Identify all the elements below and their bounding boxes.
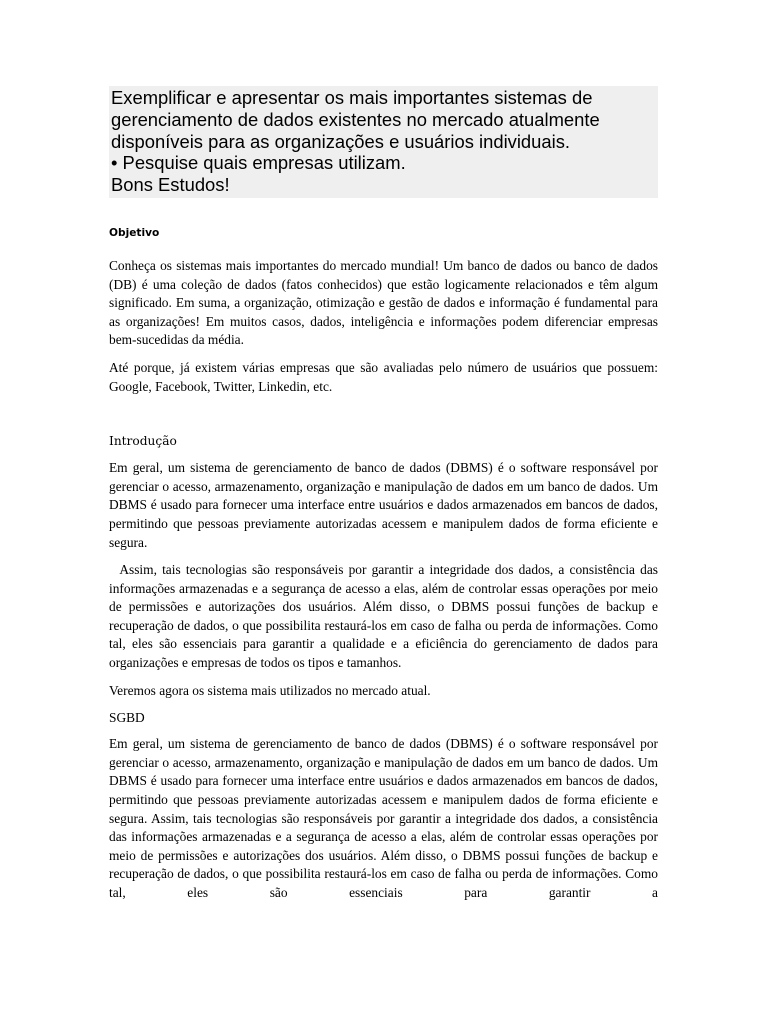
sgbd-paragraph: Em geral, um sistema de gerenciamento de banco de dados (DBMS) é o software responsável por gerenciar o acesso, armazenamento, organização e manipulação de dados em um banco de dados. Um DBMS é usado para fornecer uma interface entre usuários e dados armazenados em bancos de dados, permitindo que pessoas previamente autorizadas acessem e manipulem dados de forma eficiente e segura. Assim, tais tecnologias são responsáveis por garantir a integridade dos dados, a consistência das informações armazenadas e a segurança de acesso a elas, além de controlar essas operações por meio de permissões e autorizações dos usuários. Além disso, o DBMS possui funções de backup e recuperação de dados, o que possibilita restaurá-los em caso de falha ou perda de informações. Como tal, eles são essenciais para garantir a xyxy=(109,736,658,901)
objective-label: Objetivo xyxy=(109,226,160,239)
heading-line: gerenciamento de dados existentes no mercado atualmente xyxy=(111,108,600,130)
section-spacer xyxy=(109,405,658,432)
introduction-paragraph: Em geral, um sistema de gerenciamento de banco de dados (DBMS) é o software responsável por gerenciar o acesso, armazenamento, organização e manipulação de dados em um banco de dados. Um DBMS é usado para fornecer uma interface entre usuários e dados armazenados em bancos de dados, permitindo que pessoas previamente autorizadas acessem e manipulem dados de forma eficiente e segura. xyxy=(109,460,658,550)
heading-line: Exemplificar e apresentar os mais importantes sistemas de xyxy=(111,87,593,108)
heading-line: disponíveis para as organizações e usuários individuais. xyxy=(111,130,571,152)
heading-line: Bons Estudos! xyxy=(111,174,230,196)
introduction-paragraph: Assim, tais tecnologias são responsáveis por garantir a integridade dos dados, a consistência das informações armazenadas e a segurança de acesso a elas, além de controlar essas operações por meio de permissões e autorizações dos usuários. Além disso, o DBMS possui funções de backup e recuperação de dados, o que possibilita restaurá-los em caso de falha ou perda de informações. Como tal, eles são essenciais para garantir a qualidade e a eficiência do gerenciamento de dados para organizações e empresas de todos os tipos e tamanhos. xyxy=(109,562,662,671)
introduction-paragraph: Veremos agora os sistema mais utilizados no mercado atual. xyxy=(109,682,431,698)
objective-paragraph: Conheça os sistemas mais importantes do mercado mundial! Um banco de dados ou banco de dados (DB) é uma coleção de dados (fatos conhecidos) que estão logicamente relacionados e têm algum significado. Em suma, a organização, otimização e gestão de dados e informação é fundamental para as organizações! Em muitos casos, dados, inteligência e informações podem diferenciar empresas bem-sucedidas da média. xyxy=(109,257,658,348)
sgbd-label: SGBD xyxy=(109,710,145,726)
objective-paragraph: Até porque, já existem várias empresas que são avaliadas pelo número de usuários que possuem: Google, Facebook, Twitter, Linkedin, etc. xyxy=(109,359,658,394)
heading-bullet-line: • Pesquise quais empresas utilizam. xyxy=(111,152,406,174)
document-page xyxy=(109,86,662,912)
assignment-heading xyxy=(109,86,658,198)
introduction-label: Introdução xyxy=(109,434,177,449)
